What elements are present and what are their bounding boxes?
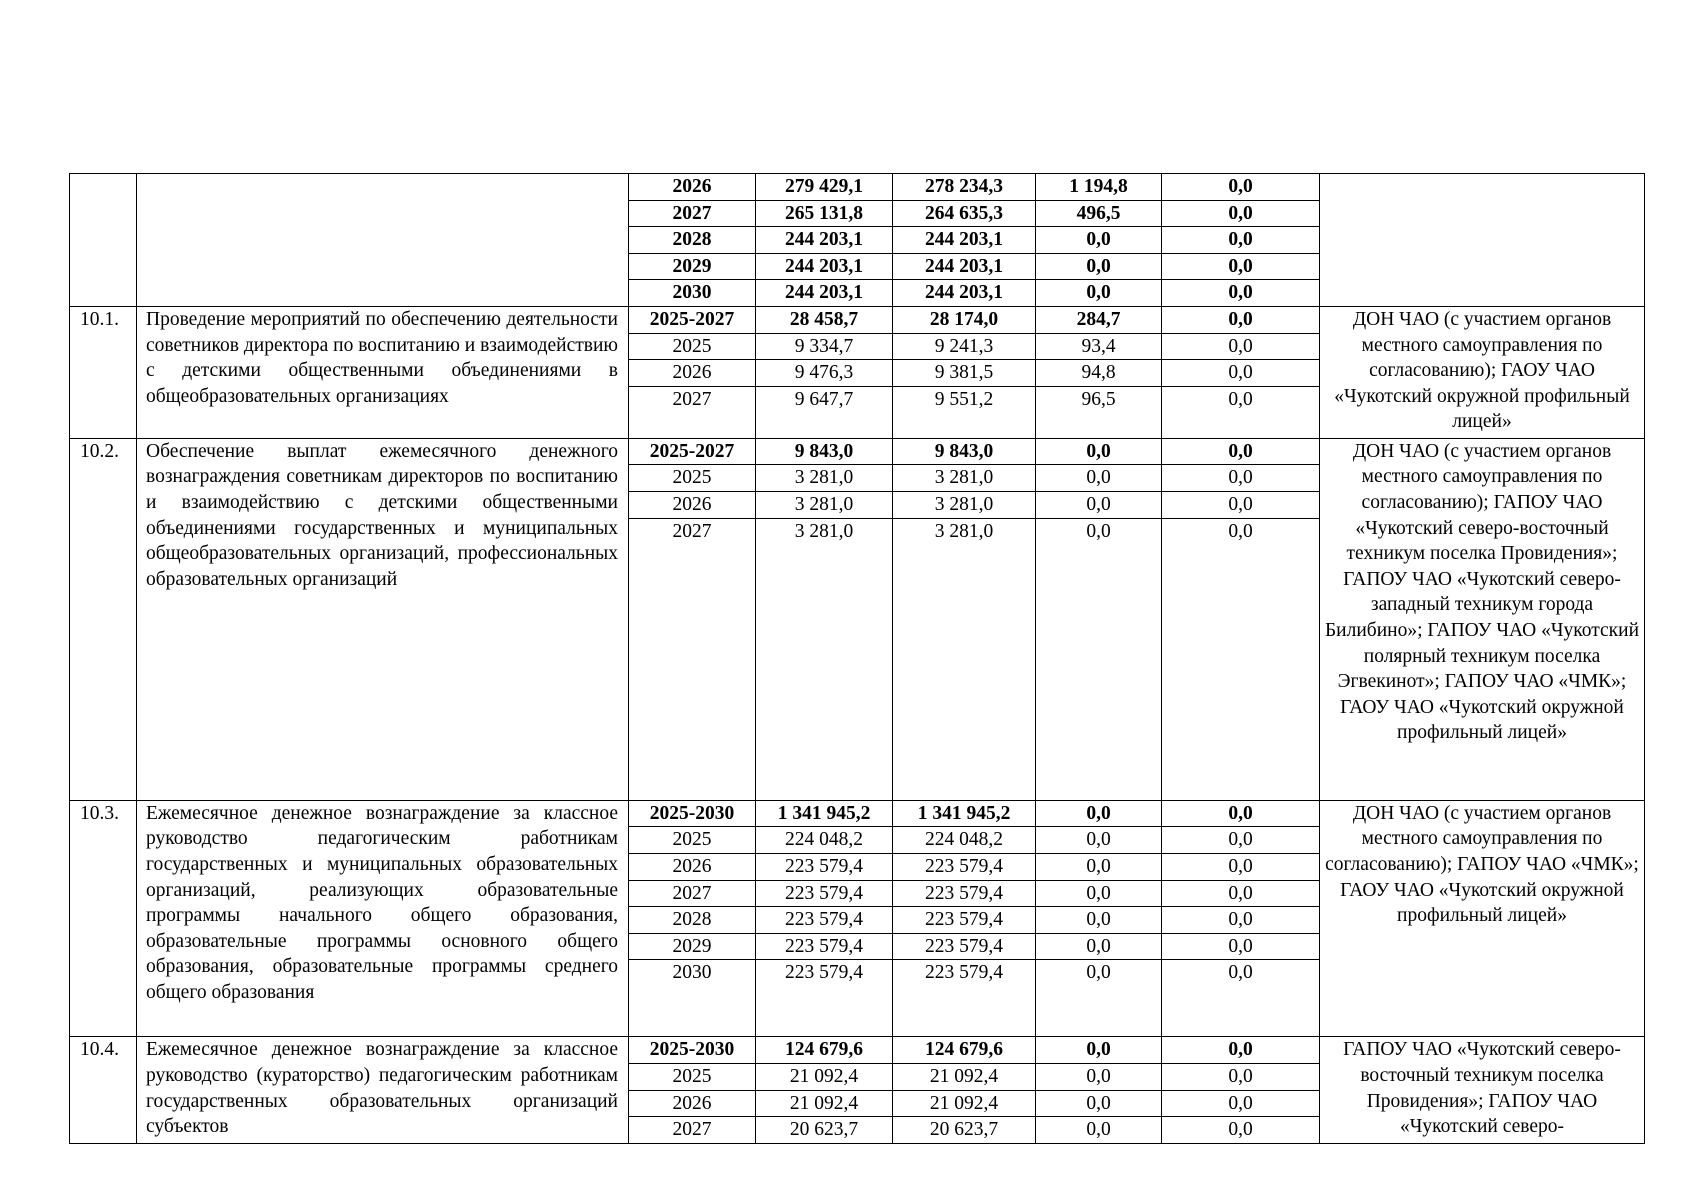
funding-cell-2: 9 551,2 — [893, 386, 1036, 412]
funding-cell-3: 0,0 — [1036, 253, 1162, 280]
funding-cell-3: 0,0 — [1036, 1090, 1162, 1117]
funding-cell-3: 1 194,8 — [1036, 174, 1162, 201]
year-cell: 2025-2027 — [629, 306, 756, 333]
total-cell: 223 579,4 — [756, 853, 893, 880]
item-executor: ДОН ЧАО (с участием органов местного самоуправления по согласованию); ГАОУ ЧАО «Чукотский окружной профильный лицей» — [1320, 306, 1645, 438]
funding-cell-2: 9 241,3 — [893, 333, 1036, 360]
item-number: 10.3. — [70, 800, 137, 1037]
funding-cell-4: 0,0 — [1162, 200, 1320, 227]
funding-cell-4: 0,0 — [1162, 174, 1320, 201]
funding-cell-4: 0,0 — [1162, 227, 1320, 254]
funding-cell-2: 21 092,4 — [893, 1090, 1036, 1117]
item-executor: ГАПОУ ЧАО «Чукотский северо-восточный техникум поселка Провидения»; ГАПОУ ЧАО «Чукотский северо- — [1320, 1037, 1645, 1143]
funding-cell-2: 224 048,2 — [893, 827, 1036, 854]
funding-cell-2: 264 635,3 — [893, 200, 1036, 227]
funding-cell-2: 3 281,0 — [893, 465, 1036, 492]
total-cell: 3 281,0 — [756, 518, 893, 544]
total-cell: 21 092,4 — [756, 1063, 893, 1090]
item-description: Ежемесячное денежное вознаграждение за классное руководство (кураторство) педагогическим работникам государственных образовательных организаций субъектов — [137, 1037, 629, 1143]
funding-cell-3: 0,0 — [1036, 853, 1162, 880]
funding-cell-3: 0,0 — [1036, 518, 1162, 544]
funding-cell-2: 223 579,4 — [893, 907, 1036, 934]
funding-cell-3: 0,0 — [1036, 438, 1162, 465]
year-cell: 2025-2030 — [629, 800, 756, 827]
table-row — [70, 800, 1645, 827]
year-cell: 2025 — [629, 465, 756, 492]
year-cell: 2025 — [629, 827, 756, 854]
total-cell: 9 647,7 — [756, 386, 893, 412]
funding-cell-3: 0,0 — [1036, 465, 1162, 492]
year-cell: 2025-2027 — [629, 438, 756, 465]
year-cell: 2029 — [629, 933, 756, 960]
funding-cell-2: 223 579,4 — [893, 960, 1036, 986]
total-cell: 223 579,4 — [756, 933, 893, 960]
funding-cell-4: 0,0 — [1162, 907, 1320, 934]
funding-cell-3: 0,0 — [1036, 1117, 1162, 1144]
total-cell: 244 203,1 — [756, 253, 893, 280]
funding-cell-2: 244 203,1 — [893, 280, 1036, 307]
year-cell: 2028 — [629, 227, 756, 254]
funding-cell-4: 0,0 — [1162, 253, 1320, 280]
funding-cell-3: 0,0 — [1036, 907, 1162, 934]
funding-cell-4: 0,0 — [1162, 386, 1320, 412]
funding-cell-4: 0,0 — [1162, 933, 1320, 960]
funding-cell-3: 284,7 — [1036, 306, 1162, 333]
funding-cell-4: 0,0 — [1162, 1090, 1320, 1117]
funding-cell-3: 93,4 — [1036, 333, 1162, 360]
funding-cell-4: 0,0 — [1162, 1037, 1320, 1064]
total-cell: 28 458,7 — [756, 306, 893, 333]
table-row — [70, 438, 1645, 465]
funding-cell-2: 28 174,0 — [893, 306, 1036, 333]
funding-cell-4: 0,0 — [1162, 438, 1320, 465]
funding-cell-3: 0,0 — [1036, 227, 1162, 254]
year-cell: 2027 — [629, 200, 756, 227]
funding-cell-4: 0,0 — [1162, 827, 1320, 854]
description-cell — [137, 174, 629, 307]
item-number: 10.4. — [70, 1037, 137, 1143]
funding-cell-3: 94,8 — [1036, 360, 1162, 387]
funding-cell-4: 0,0 — [1162, 492, 1320, 519]
year-cell: 2026 — [629, 1090, 756, 1117]
funding-cell-4: 0,0 — [1162, 800, 1320, 827]
number-cell — [70, 174, 137, 307]
year-cell: 2026 — [629, 853, 756, 880]
funding-cell-4: 0,0 — [1162, 306, 1320, 333]
total-cell: 20 623,7 — [756, 1117, 893, 1144]
year-cell: 2025-2030 — [629, 1037, 756, 1064]
year-cell: 2026 — [629, 492, 756, 519]
funding-cell-2: 20 623,7 — [893, 1117, 1036, 1144]
funding-cell-4: 0,0 — [1162, 880, 1320, 907]
funding-cell-3: 0,0 — [1036, 933, 1162, 960]
executor-cell — [1320, 174, 1645, 307]
funding-cell-3: 96,5 — [1036, 386, 1162, 412]
table-row — [70, 1037, 1645, 1064]
funding-cell-3: 0,0 — [1036, 280, 1162, 307]
budget-table — [69, 173, 1645, 1144]
funding-cell-2: 9 843,0 — [893, 438, 1036, 465]
total-cell: 265 131,8 — [756, 200, 893, 227]
year-cell: 2030 — [629, 960, 756, 986]
funding-cell-2: 244 203,1 — [893, 227, 1036, 254]
total-cell: 124 679,6 — [756, 1037, 893, 1064]
funding-cell-2: 9 381,5 — [893, 360, 1036, 387]
year-cell: 2030 — [629, 280, 756, 307]
item-executor: ДОН ЧАО (с участием органов местного самоуправления по согласованию); ГАПОУ ЧАО «ЧМК»; ГАОУ ЧАО «Чукотский окружной профильный лицей» — [1320, 800, 1645, 1037]
funding-cell-4: 0,0 — [1162, 1117, 1320, 1144]
item-number: 10.1. — [70, 306, 137, 438]
total-cell: 224 048,2 — [756, 827, 893, 854]
total-cell: 1 341 945,2 — [756, 800, 893, 827]
funding-cell-3: 0,0 — [1036, 960, 1162, 986]
item-description: Обеспечение выплат ежемесячного денежного вознаграждения советникам директоров по воспитанию и взаимодействию с детскими общественными объединениями государственных и муниципальных общеобразовательных организаций, профессиональных образовательных организаций — [137, 438, 629, 800]
year-cell: 2025 — [629, 333, 756, 360]
funding-cell-2: 3 281,0 — [893, 492, 1036, 519]
funding-cell-2: 124 679,6 — [893, 1037, 1036, 1064]
funding-cell-3: 0,0 — [1036, 1063, 1162, 1090]
funding-cell-4: 0,0 — [1162, 518, 1320, 544]
funding-cell-2: 223 579,4 — [893, 853, 1036, 880]
funding-cell-3: 0,0 — [1036, 880, 1162, 907]
total-cell: 9 476,3 — [756, 360, 893, 387]
item-executor: ДОН ЧАО (с участием органов местного самоуправления по согласованию); ГАПОУ ЧАО «Чукотский северо-восточный техникум поселка Провидения»; ГАПОУ ЧАО «Чукотский северо-западный техникум города Билибино»; ГАПОУ ЧАО «Чукотский полярный техникум поселка Эгвекинот»; ГАПОУ ЧАО «ЧМК»; ГАОУ ЧАО «Чукотский окружной профильный лицей» — [1320, 438, 1645, 800]
year-cell: 2026 — [629, 360, 756, 387]
item-description: Проведение мероприятий по обеспечению деятельности советников директора по воспитанию и взаимодействию с детскими общественными объединениями в общеобразовательных организациях — [137, 306, 629, 438]
table-row — [70, 306, 1645, 333]
funding-cell-4: 0,0 — [1162, 360, 1320, 387]
budget-table-page — [69, 173, 1644, 1144]
funding-cell-3: 0,0 — [1036, 1037, 1162, 1064]
funding-cell-2: 278 234,3 — [893, 174, 1036, 201]
year-cell: 2026 — [629, 174, 756, 201]
funding-cell-2: 21 092,4 — [893, 1063, 1036, 1090]
funding-cell-4: 0,0 — [1162, 280, 1320, 307]
funding-cell-3: 0,0 — [1036, 827, 1162, 854]
total-cell: 3 281,0 — [756, 465, 893, 492]
funding-cell-3: 0,0 — [1036, 492, 1162, 519]
table-row — [70, 174, 1645, 201]
total-cell: 223 579,4 — [756, 960, 893, 986]
total-cell: 244 203,1 — [756, 227, 893, 254]
funding-cell-4: 0,0 — [1162, 333, 1320, 360]
funding-cell-2: 3 281,0 — [893, 518, 1036, 544]
funding-cell-2: 1 341 945,2 — [893, 800, 1036, 827]
funding-cell-4: 0,0 — [1162, 960, 1320, 986]
funding-cell-4: 0,0 — [1162, 1063, 1320, 1090]
funding-cell-2: 223 579,4 — [893, 933, 1036, 960]
funding-cell-4: 0,0 — [1162, 853, 1320, 880]
funding-cell-2: 244 203,1 — [893, 253, 1036, 280]
year-cell: 2027 — [629, 386, 756, 412]
total-cell: 3 281,0 — [756, 492, 893, 519]
year-cell: 2027 — [629, 518, 756, 544]
year-cell: 2029 — [629, 253, 756, 280]
year-cell: 2027 — [629, 1117, 756, 1144]
year-cell: 2025 — [629, 1063, 756, 1090]
total-cell: 244 203,1 — [756, 280, 893, 307]
total-cell: 9 843,0 — [756, 438, 893, 465]
total-cell: 279 429,1 — [756, 174, 893, 201]
total-cell: 9 334,7 — [756, 333, 893, 360]
funding-cell-4: 0,0 — [1162, 465, 1320, 492]
total-cell: 21 092,4 — [756, 1090, 893, 1117]
item-description: Ежемесячное денежное вознаграждение за классное руководство педагогическим работникам государственных и муниципальных образовательных организаций, реализующих образовательные программы начального общего образования, образовательные программы основного общего образования, образовательные программы среднего общего образования — [137, 800, 629, 1037]
total-cell: 223 579,4 — [756, 880, 893, 907]
item-number: 10.2. — [70, 438, 137, 800]
funding-cell-3: 0,0 — [1036, 800, 1162, 827]
year-cell: 2028 — [629, 907, 756, 934]
year-cell: 2027 — [629, 880, 756, 907]
total-cell: 223 579,4 — [756, 907, 893, 934]
funding-cell-3: 496,5 — [1036, 200, 1162, 227]
funding-cell-2: 223 579,4 — [893, 880, 1036, 907]
